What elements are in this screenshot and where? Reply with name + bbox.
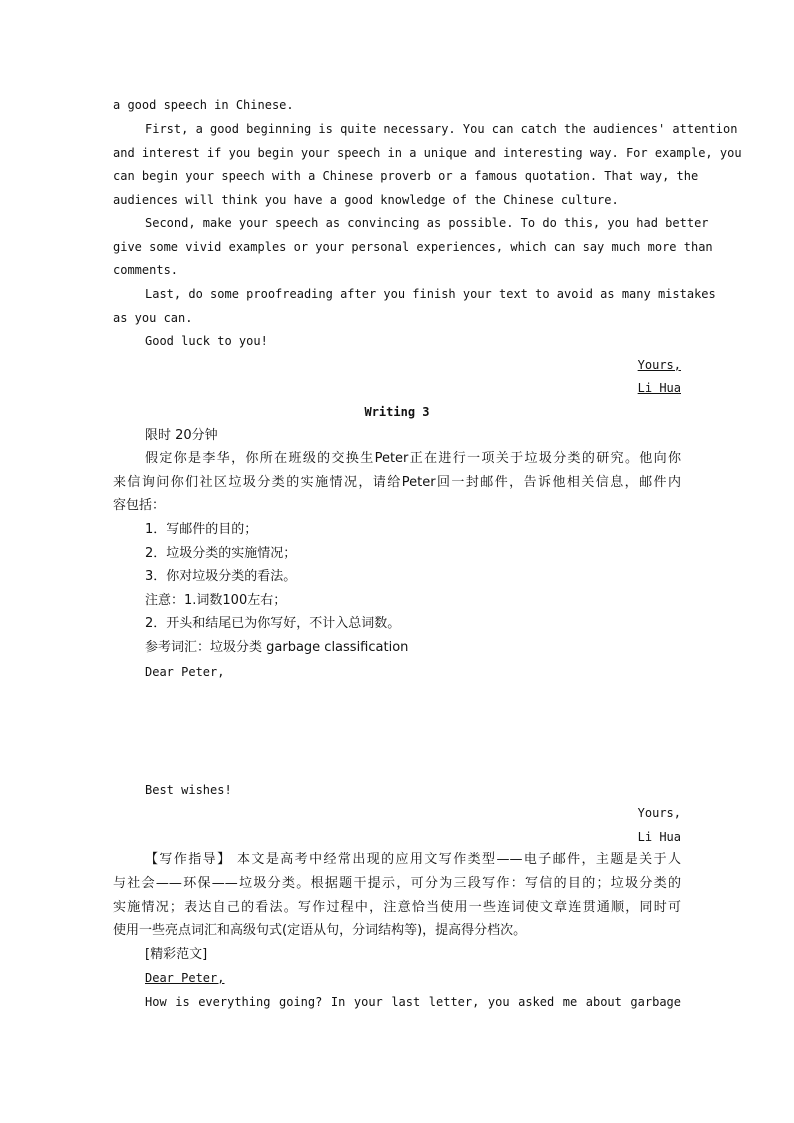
yours-closing: Yours,	[637, 806, 681, 820]
paragraph-line: First, a good beginning is quite necessary. You can catch the audiences' attention	[145, 122, 738, 136]
paragraph-line: can begin your speech with a Chinese proverb or a famous quotation. That way, the	[113, 169, 699, 183]
time-limit: 限时 20分钟	[145, 428, 218, 443]
paragraph-line: audiences will think you have a good knowledge of the Chinese culture.	[113, 193, 619, 207]
prompt-line: 假定你是李华，你所在班级的交换生Peter正在进行一项关于垃圾分类的研究。他向你	[145, 451, 681, 466]
letter-intro-line: a good speech in Chinese.	[113, 98, 294, 112]
vocab-line: 参考词汇：垃圾分类 garbage classification	[145, 640, 409, 655]
prompt-line: 来信询问你们社区垃圾分类的实施情况，请给Peter回一封邮件，告诉他相关信息，邮件内	[113, 475, 681, 490]
paragraph-line: Last, do some proofreading after you finish your text to avoid as many mistakes	[145, 287, 716, 301]
note-line: 2．开头和结尾已为你写好，不计入总词数。	[145, 616, 401, 631]
list-item: 1．写邮件的目的；	[145, 522, 258, 537]
guidance-line: 实施情况；表达自己的看法。写作过程中，注意恰当使用一些连词使文章连贯通顺，同时可	[113, 900, 681, 915]
paragraph-line: comments.	[113, 263, 179, 277]
list-item: 3．你对垃圾分类的看法。	[145, 569, 297, 584]
guidance-line: 使用一些亮点词汇和高级句式(定语从句，分词结构等)，提高得分档次。	[113, 923, 527, 938]
model-label: [精彩范文]	[145, 947, 208, 962]
note-line: 注意：1.词数100左右；	[145, 593, 287, 608]
paragraph-line: give some vivid examples or your personal experiences, which can say much more than	[113, 240, 713, 254]
prompt-line: 容包括：	[113, 498, 166, 513]
closing: Best wishes!	[145, 783, 232, 797]
yours-closing: Yours,	[637, 358, 681, 372]
paragraph-line: as you can.	[113, 311, 193, 325]
list-item: 2．垃圾分类的实施情况；	[145, 546, 297, 561]
signature: Li Hua	[637, 830, 681, 844]
guidance-line: 【写作指导】 本文是高考中经常出现的应用文写作类型——电子邮件，主题是关于人	[145, 852, 681, 867]
guidance-line: 与社会——环保——垃圾分类。根据题干提示，可分为三段写作：写信的目的；垃圾分类的	[113, 876, 681, 891]
paragraph-line: and interest if you begin your speech in a unique and interesting way. For example, you	[113, 146, 742, 160]
greeting: Dear Peter,	[145, 665, 225, 679]
model-greeting: Dear Peter,	[145, 971, 225, 985]
section-title: Writing 3	[364, 405, 430, 419]
signature: Li Hua	[637, 381, 681, 395]
paragraph-line: Second, make your speech as convincing as possible. To do this, you had better	[145, 216, 709, 230]
model-first-line: How is everything going? In your last letter, you asked me about garbage	[145, 995, 681, 1009]
good-luck-line: Good luck to you!	[145, 334, 268, 348]
